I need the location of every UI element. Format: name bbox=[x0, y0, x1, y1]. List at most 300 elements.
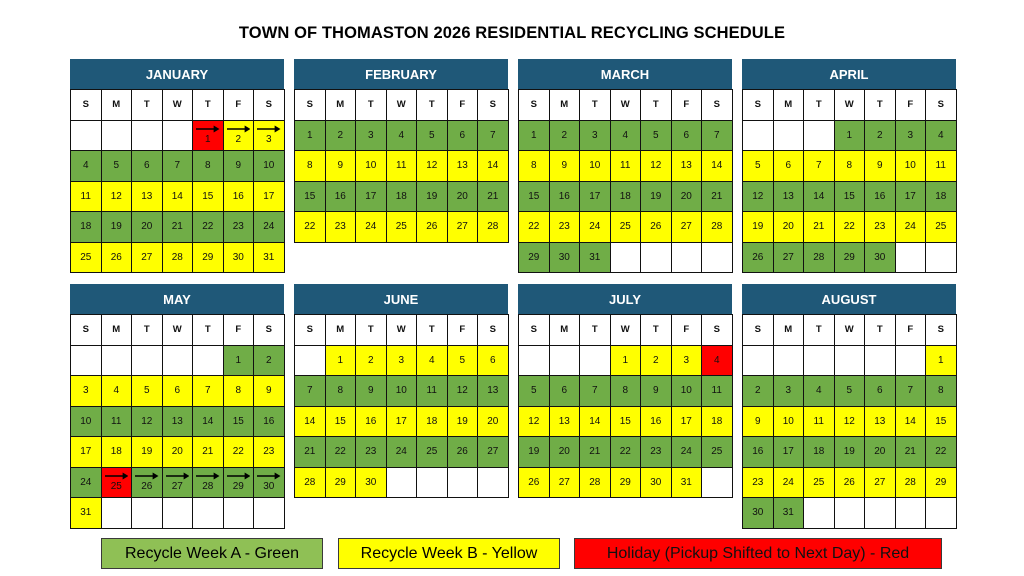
weekday-header: F bbox=[223, 315, 254, 346]
day-number: 6 bbox=[561, 385, 568, 397]
day-cell bbox=[447, 120, 478, 151]
day-cell bbox=[702, 437, 733, 468]
day-cell bbox=[193, 467, 224, 498]
day-number: 21 bbox=[171, 221, 183, 233]
month-name: JULY bbox=[518, 284, 732, 314]
weekday-header: S bbox=[743, 315, 774, 346]
day-number: 8 bbox=[204, 160, 211, 172]
day-cell bbox=[132, 406, 163, 437]
day-number: 8 bbox=[235, 385, 242, 397]
day-cell bbox=[773, 212, 804, 243]
day-cell bbox=[865, 242, 896, 273]
day-number: 25 bbox=[80, 251, 92, 263]
day-number: 18 bbox=[426, 415, 438, 427]
month-table bbox=[742, 89, 957, 273]
day-cell bbox=[356, 345, 387, 376]
day-number: 18 bbox=[813, 446, 825, 458]
day-number: 1 bbox=[846, 129, 853, 141]
day-number: 19 bbox=[110, 221, 122, 233]
day-cell bbox=[834, 151, 865, 182]
day-cell bbox=[223, 242, 254, 273]
empty-cell bbox=[101, 120, 132, 151]
day-number: 10 bbox=[589, 160, 601, 172]
weekday-header: T bbox=[865, 315, 896, 346]
day-cell bbox=[254, 212, 285, 243]
day-number: 2 bbox=[652, 354, 659, 366]
day-number: 19 bbox=[843, 446, 855, 458]
shift-arrow-icon bbox=[196, 472, 220, 480]
day-number: 20 bbox=[487, 415, 499, 427]
day-number: 11 bbox=[396, 160, 407, 172]
day-cell bbox=[325, 212, 356, 243]
day-cell bbox=[386, 181, 417, 212]
month-may bbox=[70, 284, 284, 529]
weekday-header: S bbox=[926, 90, 957, 121]
shift-arrow-icon bbox=[105, 472, 129, 480]
day-number: 22 bbox=[528, 221, 540, 233]
empty-cell bbox=[641, 242, 672, 273]
day-number: 8 bbox=[622, 385, 629, 397]
day-number: 3 bbox=[683, 354, 690, 366]
day-cell bbox=[549, 437, 580, 468]
day-number: 5 bbox=[530, 385, 537, 397]
day-number: 14 bbox=[487, 160, 499, 172]
empty-cell bbox=[132, 498, 163, 529]
day-number: 6 bbox=[143, 160, 150, 172]
day-number: 24 bbox=[395, 446, 407, 458]
day-number: 1 bbox=[530, 129, 537, 141]
day-cell bbox=[193, 242, 224, 273]
day-number: 13 bbox=[558, 415, 570, 427]
day-number: 17 bbox=[589, 190, 601, 202]
day-cell bbox=[580, 120, 611, 151]
day-cell bbox=[671, 376, 702, 407]
day-number: 10 bbox=[365, 160, 377, 172]
empty-cell bbox=[702, 467, 733, 498]
week-row bbox=[743, 120, 957, 151]
empty-cell bbox=[386, 467, 417, 498]
day-number: 10 bbox=[904, 160, 916, 172]
day-cell bbox=[162, 212, 193, 243]
day-cell bbox=[295, 181, 326, 212]
day-number: 2 bbox=[876, 129, 883, 141]
day-cell bbox=[743, 437, 774, 468]
day-cell bbox=[356, 406, 387, 437]
empty-cell bbox=[743, 345, 774, 376]
day-cell bbox=[549, 151, 580, 182]
weekday-header: M bbox=[101, 90, 132, 121]
day-cell bbox=[743, 151, 774, 182]
day-cell bbox=[193, 406, 224, 437]
day-number: 26 bbox=[141, 480, 153, 492]
month-name: JANUARY bbox=[70, 59, 284, 89]
day-number: 6 bbox=[683, 129, 690, 141]
day-number: 22 bbox=[304, 221, 316, 233]
day-cell bbox=[254, 242, 285, 273]
month-table bbox=[294, 314, 509, 498]
shift-arrow-icon bbox=[166, 472, 190, 480]
day-number: 28 bbox=[589, 476, 601, 488]
day-cell bbox=[447, 212, 478, 243]
week-row bbox=[295, 181, 509, 212]
shift-arrow-icon bbox=[135, 472, 159, 480]
day-number: 26 bbox=[650, 221, 662, 233]
month-august bbox=[742, 284, 956, 529]
day-cell bbox=[743, 242, 774, 273]
day-number: 27 bbox=[782, 251, 794, 263]
week-row bbox=[71, 437, 285, 468]
day-number: 5 bbox=[143, 385, 150, 397]
day-number: 2 bbox=[754, 385, 761, 397]
weekday-header: T bbox=[356, 90, 387, 121]
day-cell bbox=[101, 181, 132, 212]
day-number: 19 bbox=[426, 190, 438, 202]
day-number: 15 bbox=[202, 190, 214, 202]
day-cell bbox=[834, 181, 865, 212]
day-number: 21 bbox=[813, 221, 825, 233]
weekday-header: F bbox=[447, 315, 478, 346]
day-cell bbox=[254, 406, 285, 437]
day-number: 12 bbox=[456, 385, 468, 397]
day-number: 20 bbox=[782, 221, 794, 233]
day-cell bbox=[641, 120, 672, 151]
day-cell bbox=[580, 467, 611, 498]
day-cell bbox=[895, 212, 926, 243]
day-cell bbox=[834, 212, 865, 243]
weekday-header: M bbox=[101, 315, 132, 346]
day-number: 30 bbox=[263, 480, 275, 492]
day-number: 29 bbox=[202, 251, 214, 263]
day-cell bbox=[71, 212, 102, 243]
weekday-header: T bbox=[641, 315, 672, 346]
shift-arrow-icon bbox=[227, 472, 251, 480]
day-number: 16 bbox=[752, 446, 764, 458]
day-number: 25 bbox=[426, 446, 438, 458]
day-cell bbox=[926, 151, 957, 182]
day-cell bbox=[223, 212, 254, 243]
weekday-header: T bbox=[417, 315, 448, 346]
day-cell bbox=[702, 345, 733, 376]
day-number: 7 bbox=[489, 129, 496, 141]
day-number: 24 bbox=[782, 476, 794, 488]
day-number: 11 bbox=[620, 160, 631, 172]
day-cell bbox=[356, 467, 387, 498]
empty-cell bbox=[804, 120, 835, 151]
day-cell bbox=[519, 242, 550, 273]
month-name: MARCH bbox=[518, 59, 732, 89]
empty-cell bbox=[549, 345, 580, 376]
day-cell bbox=[773, 242, 804, 273]
day-cell bbox=[295, 437, 326, 468]
empty-cell bbox=[101, 345, 132, 376]
week-row bbox=[519, 376, 733, 407]
day-number: 18 bbox=[395, 190, 407, 202]
month-table bbox=[742, 314, 957, 529]
day-number: 17 bbox=[80, 446, 92, 458]
day-number: 18 bbox=[619, 190, 631, 202]
legend-week-b-yellow: Recycle Week B - Yellow bbox=[338, 538, 560, 569]
day-number: 1 bbox=[306, 129, 313, 141]
week-row bbox=[743, 242, 957, 273]
day-number: 12 bbox=[650, 160, 662, 172]
empty-cell bbox=[193, 498, 224, 529]
day-number: 24 bbox=[589, 221, 601, 233]
empty-cell bbox=[804, 345, 835, 376]
week-row bbox=[71, 181, 285, 212]
day-cell bbox=[223, 406, 254, 437]
week-row bbox=[295, 120, 509, 151]
day-cell bbox=[356, 151, 387, 182]
day-number: 9 bbox=[235, 160, 242, 172]
day-cell bbox=[743, 376, 774, 407]
day-cell bbox=[254, 151, 285, 182]
day-number: 19 bbox=[141, 446, 153, 458]
day-number: 28 bbox=[304, 476, 316, 488]
day-cell bbox=[254, 120, 285, 151]
day-number: 20 bbox=[874, 446, 886, 458]
day-cell bbox=[386, 376, 417, 407]
day-number: 23 bbox=[650, 446, 662, 458]
day-cell bbox=[641, 437, 672, 468]
month-name: JUNE bbox=[294, 284, 508, 314]
day-cell bbox=[773, 181, 804, 212]
day-number: 26 bbox=[456, 446, 468, 458]
month-name: AUGUST bbox=[742, 284, 956, 314]
day-number: 22 bbox=[843, 221, 855, 233]
day-number: 7 bbox=[713, 129, 720, 141]
empty-cell bbox=[447, 467, 478, 498]
day-cell bbox=[478, 406, 509, 437]
weekday-header: W bbox=[610, 90, 641, 121]
day-number: 23 bbox=[232, 221, 244, 233]
day-number: 26 bbox=[426, 221, 438, 233]
day-cell bbox=[804, 181, 835, 212]
week-row bbox=[71, 406, 285, 437]
day-number: 18 bbox=[711, 415, 723, 427]
day-cell bbox=[834, 437, 865, 468]
day-cell bbox=[356, 120, 387, 151]
month-table bbox=[294, 89, 509, 243]
day-cell bbox=[254, 437, 285, 468]
weekday-header: T bbox=[804, 315, 835, 346]
day-number: 8 bbox=[846, 160, 853, 172]
day-cell bbox=[254, 345, 285, 376]
day-cell bbox=[610, 437, 641, 468]
day-number: 1 bbox=[204, 133, 211, 145]
day-cell bbox=[895, 467, 926, 498]
day-number: 7 bbox=[907, 385, 914, 397]
week-row bbox=[743, 376, 957, 407]
day-cell bbox=[549, 242, 580, 273]
day-number: 14 bbox=[171, 190, 183, 202]
day-number: 30 bbox=[558, 251, 570, 263]
weekday-header: S bbox=[702, 90, 733, 121]
empty-cell bbox=[71, 120, 102, 151]
day-number: 1 bbox=[337, 354, 344, 366]
day-cell bbox=[447, 151, 478, 182]
day-cell bbox=[773, 151, 804, 182]
day-cell bbox=[386, 151, 417, 182]
day-cell bbox=[926, 406, 957, 437]
day-number: 2 bbox=[561, 129, 568, 141]
day-cell bbox=[101, 212, 132, 243]
day-number: 20 bbox=[456, 190, 468, 202]
weekday-header: S bbox=[295, 90, 326, 121]
empty-cell bbox=[193, 345, 224, 376]
day-cell bbox=[773, 406, 804, 437]
day-number: 10 bbox=[80, 415, 92, 427]
day-number: 12 bbox=[141, 415, 153, 427]
day-cell bbox=[478, 345, 509, 376]
day-cell bbox=[804, 151, 835, 182]
day-number: 4 bbox=[937, 129, 944, 141]
empty-cell bbox=[926, 242, 957, 273]
week-row bbox=[295, 467, 509, 498]
weekday-header: M bbox=[325, 90, 356, 121]
day-cell bbox=[447, 376, 478, 407]
day-cell bbox=[610, 345, 641, 376]
day-cell bbox=[71, 242, 102, 273]
week-row bbox=[519, 437, 733, 468]
day-cell bbox=[549, 181, 580, 212]
day-number: 25 bbox=[813, 476, 825, 488]
day-number: 5 bbox=[459, 354, 466, 366]
day-cell bbox=[926, 181, 957, 212]
empty-cell bbox=[834, 345, 865, 376]
day-cell bbox=[671, 467, 702, 498]
day-cell bbox=[417, 212, 448, 243]
weekday-header: W bbox=[386, 315, 417, 346]
day-number: 13 bbox=[487, 385, 499, 397]
day-cell bbox=[610, 151, 641, 182]
day-number: 10 bbox=[263, 160, 275, 172]
day-number: 26 bbox=[752, 251, 764, 263]
day-cell bbox=[610, 467, 641, 498]
day-number: 20 bbox=[141, 221, 153, 233]
day-cell bbox=[926, 120, 957, 151]
day-cell bbox=[71, 467, 102, 498]
day-cell bbox=[132, 151, 163, 182]
day-number: 17 bbox=[680, 415, 692, 427]
day-number: 12 bbox=[843, 415, 855, 427]
day-number: 30 bbox=[752, 507, 764, 519]
empty-cell bbox=[610, 242, 641, 273]
day-number: 4 bbox=[428, 354, 435, 366]
day-cell bbox=[295, 467, 326, 498]
day-number: 23 bbox=[263, 446, 275, 458]
day-cell bbox=[580, 242, 611, 273]
empty-cell bbox=[702, 242, 733, 273]
day-cell bbox=[773, 498, 804, 529]
day-number: 1 bbox=[622, 354, 629, 366]
day-cell bbox=[610, 120, 641, 151]
day-cell bbox=[926, 437, 957, 468]
day-number: 25 bbox=[110, 480, 122, 492]
day-cell bbox=[773, 437, 804, 468]
day-number: 23 bbox=[365, 446, 377, 458]
empty-cell bbox=[580, 345, 611, 376]
day-cell bbox=[671, 212, 702, 243]
day-number: 12 bbox=[110, 190, 122, 202]
day-cell bbox=[610, 181, 641, 212]
day-cell bbox=[743, 498, 774, 529]
day-number: 13 bbox=[171, 415, 183, 427]
day-number: 23 bbox=[334, 221, 346, 233]
week-row bbox=[71, 498, 285, 529]
day-cell bbox=[641, 467, 672, 498]
day-number: 17 bbox=[365, 190, 377, 202]
day-number: 31 bbox=[80, 507, 92, 519]
week-row bbox=[519, 406, 733, 437]
weekday-header: S bbox=[478, 90, 509, 121]
day-number: 15 bbox=[528, 190, 540, 202]
day-number: 31 bbox=[263, 251, 275, 263]
day-number: 11 bbox=[80, 190, 91, 202]
weekday-header: F bbox=[447, 90, 478, 121]
day-number: 28 bbox=[813, 251, 825, 263]
day-number: 6 bbox=[489, 354, 496, 366]
day-number: 21 bbox=[904, 446, 916, 458]
day-number: 11 bbox=[111, 415, 122, 427]
day-cell bbox=[549, 212, 580, 243]
day-number: 11 bbox=[426, 385, 437, 397]
day-number: 1 bbox=[235, 354, 242, 366]
empty-cell bbox=[132, 120, 163, 151]
day-number: 18 bbox=[110, 446, 122, 458]
day-cell bbox=[580, 212, 611, 243]
week-row bbox=[295, 212, 509, 243]
day-cell bbox=[580, 437, 611, 468]
day-cell bbox=[743, 467, 774, 498]
day-number: 7 bbox=[204, 385, 211, 397]
month-table bbox=[518, 314, 733, 498]
day-cell bbox=[549, 467, 580, 498]
day-cell bbox=[193, 212, 224, 243]
day-number: 4 bbox=[815, 385, 822, 397]
empty-cell bbox=[295, 345, 326, 376]
day-cell bbox=[743, 212, 774, 243]
weekday-header: S bbox=[254, 90, 285, 121]
day-cell bbox=[671, 406, 702, 437]
day-cell bbox=[325, 151, 356, 182]
day-number: 2 bbox=[337, 129, 344, 141]
day-cell bbox=[834, 467, 865, 498]
day-cell bbox=[478, 181, 509, 212]
weekday-header: W bbox=[386, 90, 417, 121]
month-april bbox=[742, 59, 956, 273]
day-cell bbox=[417, 345, 448, 376]
day-cell bbox=[356, 376, 387, 407]
day-cell bbox=[478, 212, 509, 243]
day-number: 9 bbox=[265, 385, 272, 397]
day-number: 26 bbox=[110, 251, 122, 263]
weekday-header: S bbox=[295, 315, 326, 346]
weekday-header: F bbox=[671, 90, 702, 121]
day-cell bbox=[71, 151, 102, 182]
week-row bbox=[519, 181, 733, 212]
day-number: 17 bbox=[782, 446, 794, 458]
day-number: 25 bbox=[711, 446, 723, 458]
empty-cell bbox=[71, 345, 102, 376]
day-cell bbox=[223, 467, 254, 498]
day-number: 21 bbox=[711, 190, 723, 202]
day-cell bbox=[580, 151, 611, 182]
day-cell bbox=[356, 437, 387, 468]
week-row bbox=[743, 212, 957, 243]
day-number: 9 bbox=[337, 160, 344, 172]
day-number: 8 bbox=[530, 160, 537, 172]
day-cell bbox=[804, 467, 835, 498]
